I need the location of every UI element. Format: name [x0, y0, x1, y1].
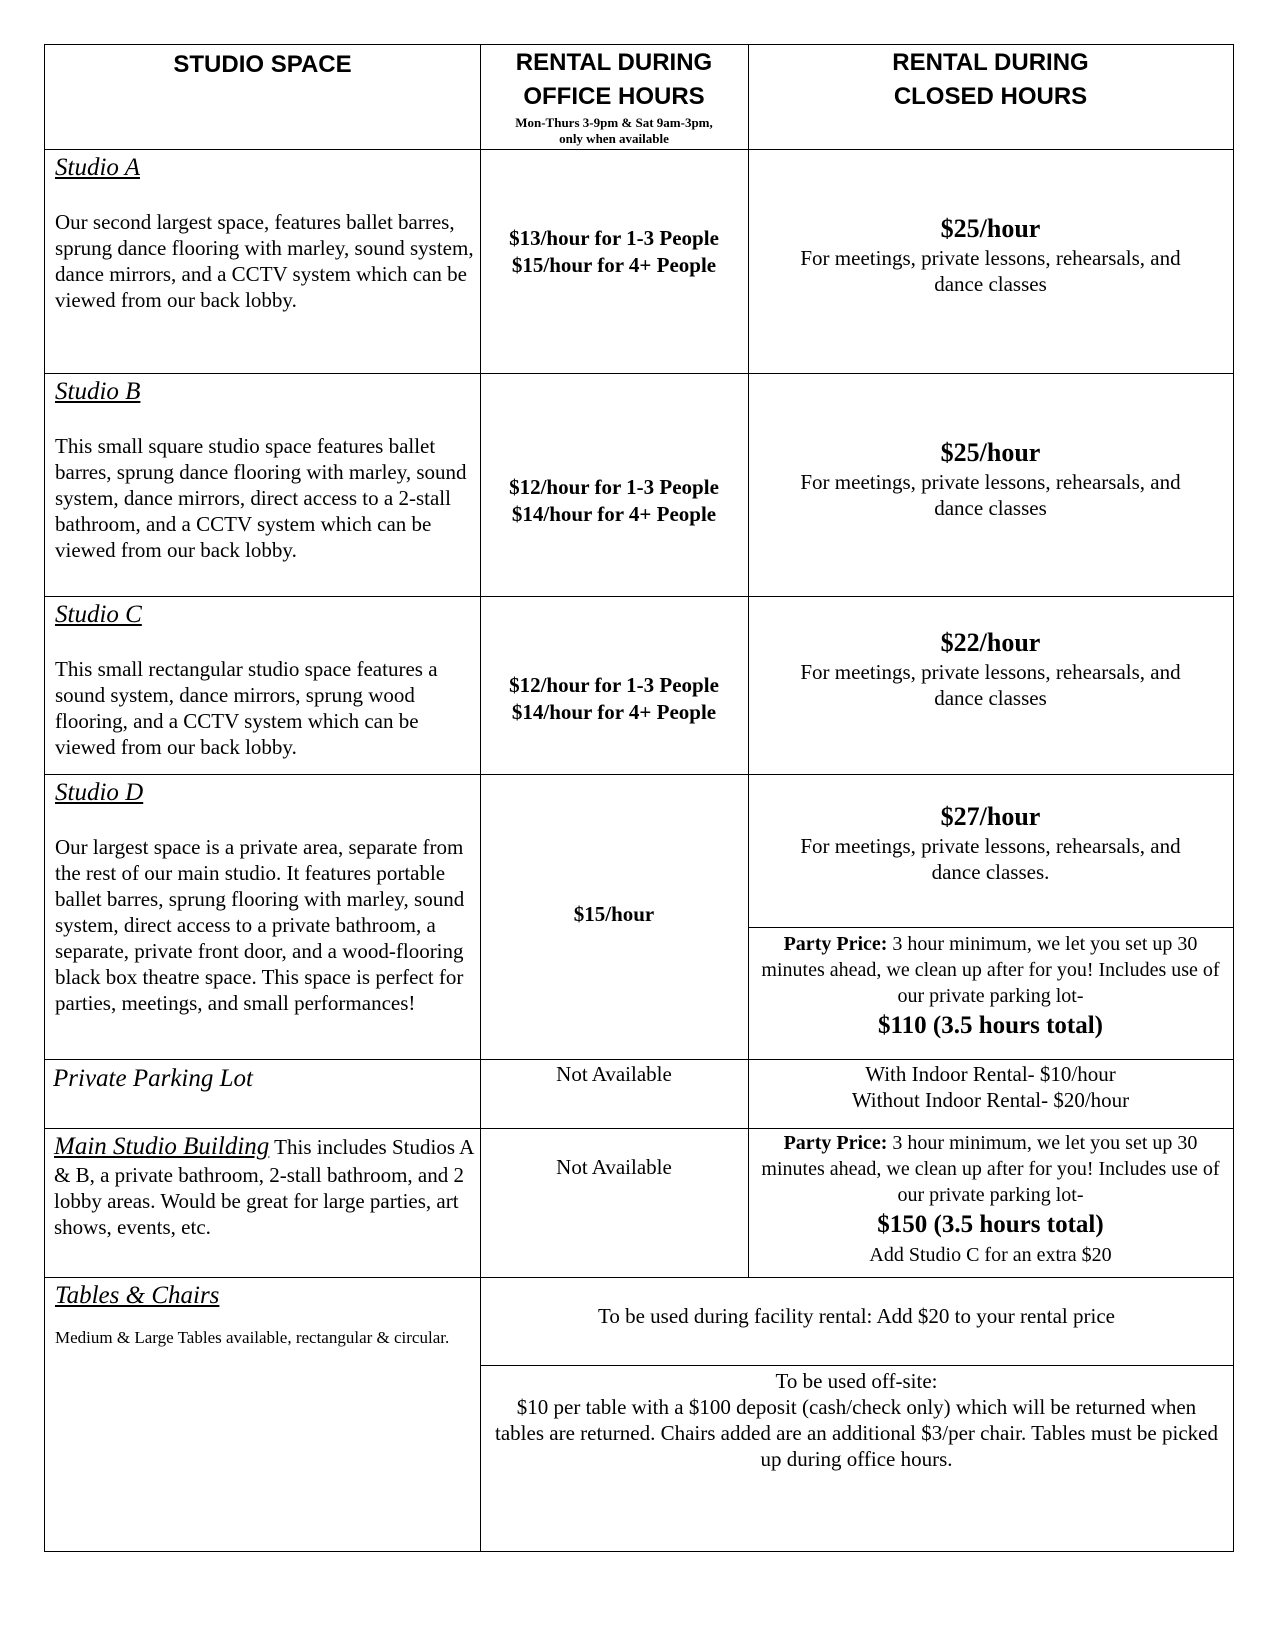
studio-d-party-label: Party Price:	[783, 933, 888, 955]
main-building-description: This includes Studios A & B, a private bathroom, 2-stall bathroom, and 2 lobby areas. Would be great for large parties, art shows, events, etc.	[54, 1135, 474, 1239]
studio-d-office-price	[480, 901, 748, 928]
studio-d-office-rate: $15/hour	[573, 902, 655, 926]
main-building-addon: Add Studio C for an extra $20	[869, 1244, 1112, 1266]
studio-c-name: Studio C	[55, 601, 142, 628]
tables-facility-price: To be used during facility rental: Add $20 to your rental price	[598, 1304, 1115, 1328]
studio-c-office-line2: $14/hour for 4+ People	[511, 700, 717, 724]
studio-a-office-price	[480, 225, 748, 279]
tables-info	[55, 1281, 475, 1349]
studio-c-office-price	[480, 672, 748, 726]
main-building-party-total: $150 (3.5 hours total)	[877, 1211, 1104, 1238]
header-office-hours	[480, 45, 748, 147]
main-building-party-label: Party Price:	[783, 1132, 888, 1154]
row-divider	[45, 596, 1233, 597]
studio-d-party-price	[758, 931, 1223, 1043]
parking-name: Private Parking Lot	[53, 1065, 253, 1092]
studio-d-party-total: $110 (3.5 hours total)	[878, 1012, 1103, 1039]
studio-c-description: This small rectangular studio space features a sound system, dance mirrors, sprung wood flooring, and a CCTV system which can be viewed from our back lobby.	[55, 657, 438, 759]
studio-d-info	[55, 778, 475, 1016]
studio-b-closed-note: For meetings, private lessons, rehearsals, and dance classes	[800, 470, 1181, 520]
row-divider	[45, 373, 1233, 374]
main-building-party-price	[758, 1130, 1223, 1268]
main-building-name: Main Studio Building	[54, 1133, 270, 1160]
studio-b-description: This small square studio space features ballet barres, sprung dance flooring with marley, sound system, dance mirrors, direct access to a 2-stall bathroom, and a CCTV system which can be viewed from our back lobby.	[55, 434, 467, 562]
parking-office: Not Available	[556, 1062, 672, 1086]
rental-table	[44, 44, 1234, 1552]
studio-b-closed-rate: $25/hour	[940, 438, 1041, 467]
tables-name: Tables & Chairs	[55, 1282, 220, 1309]
header-closed-line1: RENTAL DURING	[892, 49, 1089, 76]
tables-offsite-title: To be used off-site:	[775, 1369, 938, 1393]
studio-b-office-price	[480, 474, 748, 528]
row-divider	[45, 1059, 1233, 1060]
studio-d-name: Studio D	[55, 779, 144, 806]
studio-d-party-text: 3 hour minimum, we let you set up 30 minutes ahead, we clean up after for you! Includes use of our private parking lot-	[761, 933, 1220, 1007]
studio-d-closed-rate: $27/hour	[940, 802, 1041, 831]
header-office-line2: OFFICE HOURS	[523, 83, 705, 110]
row-divider	[748, 927, 1233, 928]
studio-d-closed-note: For meetings, private lessons, rehearsals, and dance classes.	[800, 834, 1181, 884]
header-closed-hours	[748, 45, 1233, 115]
header-studio-space	[45, 47, 480, 83]
header-office-line1: RENTAL DURING	[515, 49, 713, 76]
main-building-office: Not Available	[556, 1155, 672, 1179]
studio-a-name: Studio A	[55, 154, 140, 181]
studio-d-description: Our largest space is a private area, separate from the rest of our main studio. It features portable ballet barres, sprung flooring with marley, sound system, direct access to a private bathroom, a separate, private front door, and a wood-flooring black box theatre space. This space is perfect for parties, meetings, and small performances!	[55, 835, 465, 1015]
studio-c-closed-price	[778, 627, 1203, 711]
studio-a-office-line1: $13/hour for 1-3 People	[509, 226, 719, 250]
studio-b-name: Studio B	[55, 378, 141, 405]
studio-c-closed-rate: $22/hour	[940, 628, 1041, 657]
header-studio-space-label: STUDIO SPACE	[173, 51, 352, 78]
studio-b-info	[55, 377, 475, 563]
studio-d-closed-price	[778, 801, 1203, 885]
row-divider	[45, 1128, 1233, 1129]
parking-closed	[758, 1061, 1223, 1113]
parking-info	[53, 1064, 473, 1094]
main-building-party-text: 3 hour minimum, we let you set up 30 minutes ahead, we clean up after for you! Includes use of our private parking lot-	[761, 1132, 1220, 1206]
studio-a-info	[55, 153, 475, 313]
header-office-note1: Mon-Thurs 3-9pm & Sat 9am-3pm,	[515, 115, 713, 130]
studio-b-office-line1: $12/hour for 1-3 People	[509, 475, 719, 499]
column-divider-2	[748, 45, 749, 1277]
main-building-info	[54, 1132, 479, 1240]
row-divider	[45, 149, 1233, 150]
studio-c-closed-note: For meetings, private lessons, rehearsals, and dance classes	[800, 660, 1181, 710]
studio-a-office-line2: $15/hour for 4+ People	[511, 253, 717, 277]
header-office-note2: only when available	[559, 131, 669, 146]
row-divider	[480, 1365, 1233, 1366]
parking-closed-line1: With Indoor Rental- $10/hour	[865, 1062, 1116, 1086]
studio-c-office-line1: $12/hour for 1-3 People	[509, 673, 719, 697]
tables-offsite-text: $10 per table with a $100 deposit (cash/check only) which will be returned when tables are returned. Chairs added are an additional $3/per chair. Tables must be picked up during office hours.	[495, 1395, 1218, 1471]
row-divider	[45, 774, 1233, 775]
tables-offsite	[490, 1368, 1223, 1472]
studio-a-description: Our second largest space, features ballet barres, sprung dance flooring with marley, sound system, dance mirrors, and a CCTV system which can be viewed from our back lobby.	[55, 210, 474, 312]
header-closed-line2: CLOSED HOURS	[893, 83, 1088, 110]
studio-a-closed-price	[778, 213, 1203, 297]
row-divider	[45, 1277, 1233, 1278]
studio-c-info	[55, 600, 475, 760]
studio-b-office-line2: $14/hour for 4+ People	[511, 502, 717, 526]
studio-a-closed-rate: $25/hour	[940, 214, 1041, 243]
parking-closed-line2: Without Indoor Rental- $20/hour	[851, 1088, 1130, 1112]
tables-description: Medium & Large Tables available, rectangular & circular.	[55, 1328, 450, 1347]
studio-a-closed-note: For meetings, private lessons, rehearsals, and dance classes	[800, 246, 1181, 296]
studio-b-closed-price	[778, 437, 1203, 521]
